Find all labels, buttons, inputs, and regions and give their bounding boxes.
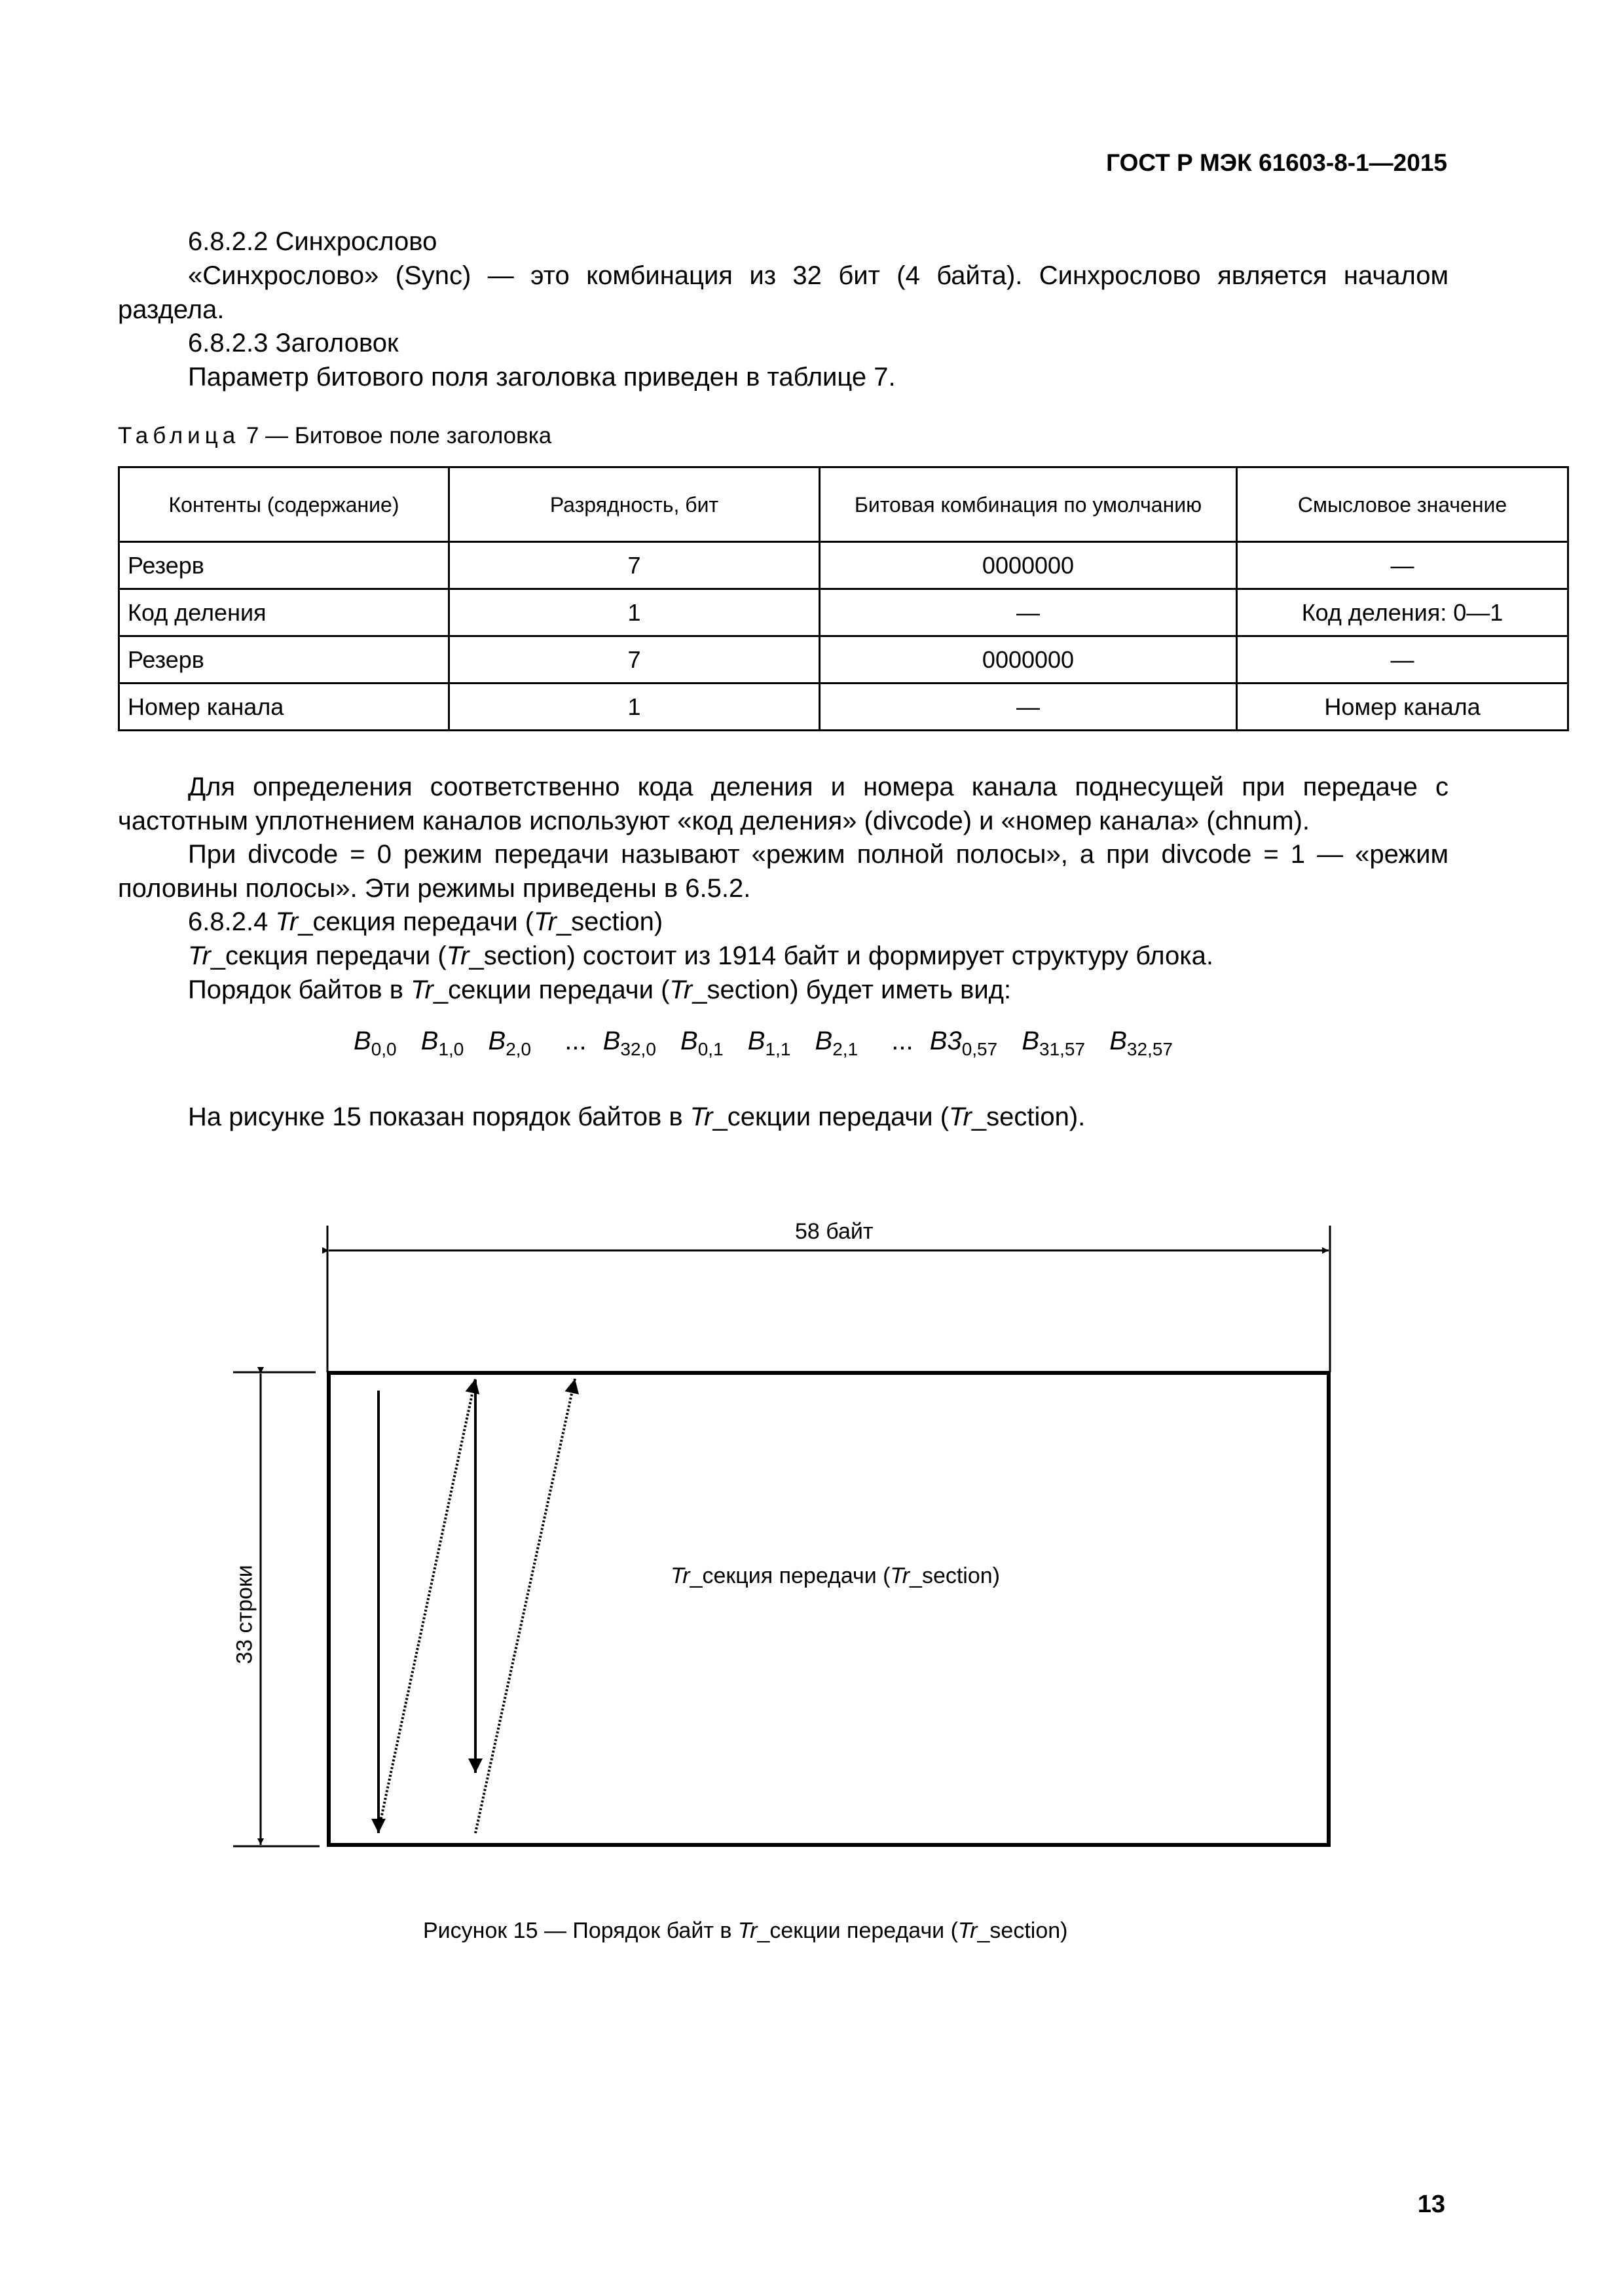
section-6823-body: Параметр битового поля заголовка приведен в таблице 7. — [188, 363, 896, 392]
table-cell: 1 — [449, 589, 820, 636]
table-caption: Таблица 7 — Битовое поле заголовка — [118, 423, 552, 448]
table-cell: — — [820, 683, 1237, 731]
table-cell: 7 — [449, 636, 820, 683]
byte-order-formula: $B_{0,0}$ $B_{1,0}$ $B_{2,0}$ ... $B_{32,0}$ $B_{0,1}$ $B_{1,1}$ $B_{2,1}$ ... $B3_{0,57}$ $B_{31,57}$ $B_{32,57}$ — [354, 1027, 1173, 1059]
width-label: 58 байт — [795, 1219, 874, 1244]
table-header-cell: Разрядность, бит — [449, 467, 820, 542]
paragraph-divcode: Для определения соответственно кода деления и номера канала поднесущей при передаче с частотным уплотнением каналов используют «код деления» (divcode) и «номер канала» (chnum). — [118, 773, 1449, 835]
table-cell: 1 — [449, 683, 820, 731]
table-cell: 7 — [449, 542, 820, 589]
table-header-cell: Контенты (содержание) — [119, 467, 449, 542]
table-header-cell: Смысловое значение — [1237, 467, 1568, 542]
paragraph-modes: При divcode = 0 режим передачи называют «режим полной полосы», а при divcode = 1 — «режим половины полосы». Эти режимы приведены в 6.5.2. — [118, 840, 1449, 903]
section-box-label: Tr_секция передачи (Tr_section) — [671, 1563, 1001, 1588]
document-header: ГОСТ Р МЭК 61603-8-1—2015 — [1106, 149, 1447, 176]
table-cell: Код деления: 0—1 — [1237, 589, 1568, 636]
table-cell: 0000000 — [820, 542, 1237, 589]
section-6824-heading: 6.8.2.4 Tr_секция передачи (Tr_section) — [188, 907, 663, 936]
section-6822-heading: 6.8.2.2 Синхрослово — [188, 227, 437, 256]
table-cell: Номер канала — [119, 683, 449, 731]
diagonal-up-arrow-2 — [475, 1379, 575, 1833]
table-header-cell: Битовая комбинация по умолчанию — [820, 467, 1237, 542]
table-cell: — — [820, 589, 1237, 636]
figure-caption: Рисунок 15 — Порядок байт в Tr_секции передачи (Tr_section) — [423, 1918, 1068, 1943]
paragraph-section-size: Tr_секция передачи (Tr_section) состоит из 1914 байт и формирует структуру блока. — [188, 941, 1213, 970]
table-cell: — — [1237, 542, 1568, 589]
table-cell: Резерв — [119, 636, 449, 683]
section-6822-body: «Синхрослово» (Sync) — это комбинация из 32 бит (4 байта). Синхрослово является началом раздела. — [118, 261, 1449, 324]
table-cell: Код деления — [119, 589, 449, 636]
table-cell: 0000000 — [820, 636, 1237, 683]
table-cell: — — [1237, 636, 1568, 683]
table-cell: Номер канала — [1237, 683, 1568, 731]
tr-section-box — [329, 1373, 1329, 1845]
page-number: 13 — [1417, 2191, 1445, 2218]
paragraph-figure-ref: На рисунке 15 показан порядок байтов в Tr_секции передачи (Tr_section). — [188, 1102, 1086, 1131]
height-label: 33 строки — [232, 1565, 257, 1664]
section-6823-heading: 6.8.2.3 Заголовок — [188, 329, 399, 357]
diagonal-up-arrow-1 — [378, 1379, 475, 1831]
table-cell: Резерв — [119, 542, 449, 589]
paragraph-byte-order: Порядок байтов в Tr_секции передачи (Tr_section) будет иметь вид: — [188, 975, 1012, 1004]
